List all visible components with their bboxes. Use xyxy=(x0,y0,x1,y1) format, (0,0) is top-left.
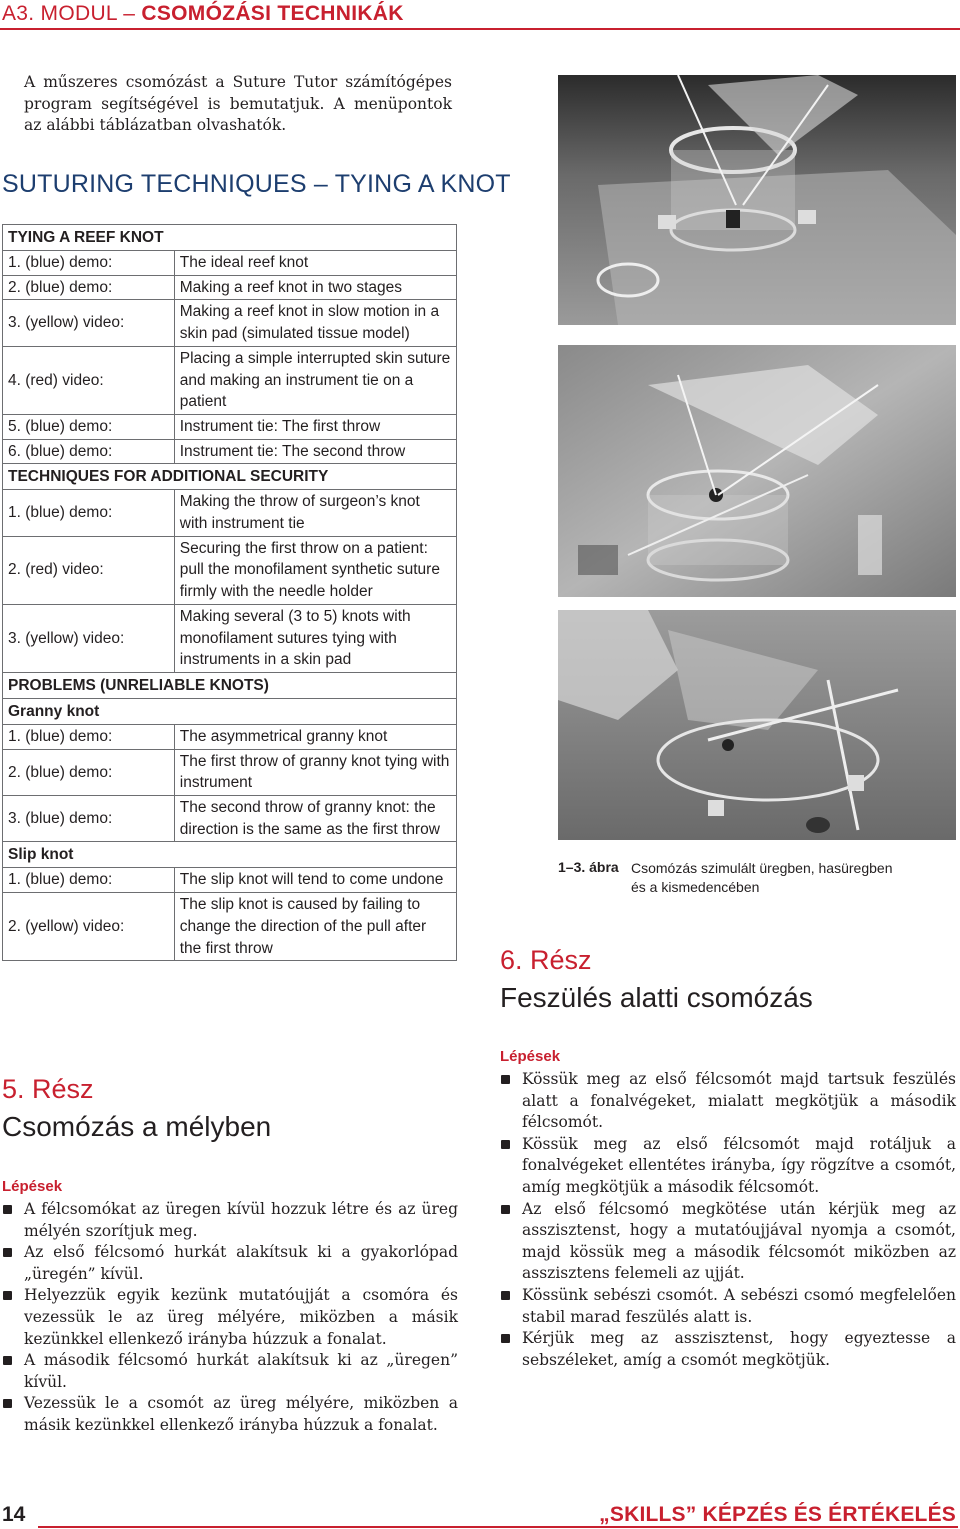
table-row xyxy=(3,346,457,414)
list-item xyxy=(500,1134,956,1199)
suture-tutor-table xyxy=(2,224,457,961)
square-bullet-icon xyxy=(3,1399,12,1408)
photo-knot-simulator-3 xyxy=(558,610,956,840)
square-bullet-icon xyxy=(501,1205,510,1214)
table-row xyxy=(3,604,457,672)
row-label: 1. (blue) demo: xyxy=(3,724,175,749)
section-title: SUTURING TECHNIQUES – TYING A KNOT xyxy=(2,170,511,198)
table-row xyxy=(3,724,457,749)
row-label: 3. (yellow) video: xyxy=(3,300,175,346)
granny-knot-header: Granny knot xyxy=(3,698,457,724)
photo-knot-simulator-1 xyxy=(558,75,956,325)
module-dash: – xyxy=(117,2,142,25)
footer-title: „SKILLS” KÉPZÉS ÉS ÉRTÉKELÉS xyxy=(599,1503,956,1526)
table-row xyxy=(3,536,457,604)
step-text: Kössük meg az első félcsomót majd rotáljuk a fonalvégeket ellentétes irányba, így rögzítve a csomót, amíg megkötjük a második félcsomót. xyxy=(522,1134,956,1196)
table-row xyxy=(3,439,457,464)
step-text: A félcsomókat az üregen kívül hozzuk létre és az üreg mélyén szorítjuk meg. xyxy=(24,1200,458,1240)
step-text: Kössük meg az első félcsomót majd tartsuk feszülés alatt a fonalvégeket, mialatt megkötjük a második félcsomót. xyxy=(522,1070,956,1132)
table-row xyxy=(3,414,457,439)
page-number: 14 xyxy=(2,1503,26,1526)
list-item xyxy=(500,1285,956,1328)
row-label: 3. (yellow) video: xyxy=(3,604,175,672)
photo-illustration xyxy=(558,345,956,597)
list-item xyxy=(2,1350,458,1393)
table-subsection-header xyxy=(3,842,457,868)
table-section-header xyxy=(3,225,457,251)
row-label: 5. (blue) demo: xyxy=(3,414,175,439)
step-text: Az első félcsomó megkötése után kérjük meg az asszisztenst, hogy a mutatóujjával nyomja a csomót, majd kössük meg a második félcsomót miközben az asszisztens felemeli az ujját. xyxy=(522,1199,956,1283)
row-description: The first throw of granny knot tying with instrument xyxy=(174,749,456,795)
part5-title: Csomózás a mélyben xyxy=(2,1111,272,1142)
problems-header: PROBLEMS (UNRELIABLE KNOTS) xyxy=(3,672,457,698)
table-row xyxy=(3,251,457,276)
module-title xyxy=(2,2,404,26)
part6-title: Feszülés alatti csomózás xyxy=(500,982,813,1013)
part5-number: 5. Rész xyxy=(2,1074,94,1104)
row-label: 6. (blue) demo: xyxy=(3,439,175,464)
step-text: Kérjük meg az asszisztenst, hogy egyeztesse a sebszéleket, amíg a csomót megkötjük. xyxy=(522,1329,956,1369)
step-text: Vezessük le a csomót az üreg mélyére, miközben a másik kezünkkel ellenkező irányba húzzuk a fonalat. xyxy=(24,1394,458,1434)
step-text: Az első félcsomó hurkát alakítsuk ki a gyakorlópad „üregén” kívül. xyxy=(24,1243,458,1283)
row-label: 2. (blue) demo: xyxy=(3,275,175,300)
table-row xyxy=(3,490,457,536)
list-item xyxy=(500,1328,956,1371)
part6-steps-list xyxy=(500,1069,956,1371)
row-label: 2. (yellow) video: xyxy=(3,893,175,961)
table-subsection-header xyxy=(3,698,457,724)
row-description: The slip knot is caused by failing to change the direction of the pull after the first throw xyxy=(174,893,456,961)
row-label: 2. (red) video: xyxy=(3,536,175,604)
photo-illustration xyxy=(558,75,956,325)
table-row xyxy=(3,893,457,961)
row-label: 1. (blue) demo: xyxy=(3,490,175,536)
step-text: Kössünk sebészi csomót. A sebészi csomó megfelelően stabil marad feszülés alatt is. xyxy=(522,1285,956,1326)
table-row xyxy=(3,868,457,893)
row-label: 4. (red) video: xyxy=(3,346,175,414)
list-item xyxy=(2,1285,458,1350)
row-description: Instrument tie: The second throw xyxy=(174,439,456,464)
table-row xyxy=(3,796,457,842)
step-text: Helyezzük egyik kezünk mutatóujját a csomóra és vezessük le az üreg mélyére, miközben a másik kezünkkel ellenkező irányba húzzuk a fonalat. xyxy=(24,1286,458,1348)
part5-steps-list xyxy=(2,1199,458,1437)
square-bullet-icon xyxy=(3,1356,12,1365)
part5-steps-label: Lépések xyxy=(2,1178,63,1195)
module-topic: CSOMÓZÁSI TECHNIKÁK xyxy=(141,2,404,25)
row-description: Instrument tie: The first throw xyxy=(174,414,456,439)
photo-illustration xyxy=(558,610,956,840)
row-description: Making a reef knot in slow motion in a skin pad (simulated tissue model) xyxy=(174,300,456,346)
row-description: The ideal reef knot xyxy=(174,251,456,276)
list-item xyxy=(2,1199,458,1242)
square-bullet-icon xyxy=(501,1334,510,1343)
row-label: 1. (blue) demo: xyxy=(3,251,175,276)
row-description: Placing a simple interrupted skin suture and making an instrument tie on a patient xyxy=(174,346,456,414)
step-text: A második félcsomó hurkát alakítsuk ki az „üregen” kívül. xyxy=(24,1351,458,1391)
page-header xyxy=(0,0,960,30)
square-bullet-icon xyxy=(501,1075,510,1084)
part6-steps-label: Lépések xyxy=(500,1048,561,1065)
part6-number: 6. Rész xyxy=(500,945,592,975)
row-label: 2. (blue) demo: xyxy=(3,749,175,795)
list-item xyxy=(2,1242,458,1285)
table-row xyxy=(3,749,457,795)
square-bullet-icon xyxy=(3,1205,12,1214)
table-row xyxy=(3,275,457,300)
table-row xyxy=(3,300,457,346)
slip-knot-header: Slip knot xyxy=(3,842,457,868)
square-bullet-icon xyxy=(501,1291,510,1300)
row-description: The asymmetrical granny knot xyxy=(174,724,456,749)
row-description: The slip knot will tend to come undone xyxy=(174,868,456,893)
row-description: Making the throw of surgeon’s knot with instrument tie xyxy=(174,490,456,536)
list-item xyxy=(500,1069,956,1134)
table-section-header xyxy=(3,464,457,490)
table-section-header xyxy=(3,672,457,698)
row-description: Making a reef knot in two stages xyxy=(174,275,456,300)
square-bullet-icon xyxy=(501,1140,510,1149)
reef-knot-header: TYING A REEF KNOT xyxy=(3,225,457,251)
module-label: A3. MODUL xyxy=(2,2,118,25)
row-label: 3. (blue) demo: xyxy=(3,796,175,842)
figure-caption: Csomózás szimulált üregben, hasüregben és a kismedencében xyxy=(631,860,893,895)
square-bullet-icon xyxy=(3,1248,12,1257)
row-description: The second throw of granny knot: the direction is the same as the first throw xyxy=(174,796,456,842)
security-header: TECHNIQUES FOR ADDITIONAL SECURITY xyxy=(3,464,457,490)
square-bullet-icon xyxy=(3,1291,12,1300)
header-rule xyxy=(0,28,960,30)
intro-paragraph: A műszeres csomózást a Suture Tutor számítógépes program segítségével is bemutatjuk. A menüpontok az alábbi táblázatban olvashatók. xyxy=(24,73,452,134)
row-description: Making several (3 to 5) knots with monofilament sutures tying with instruments in a skin pad xyxy=(174,604,456,672)
list-item xyxy=(2,1393,458,1436)
photo-knot-simulator-2 xyxy=(558,345,956,597)
list-item xyxy=(500,1199,956,1285)
figure-label: 1–3. ábra xyxy=(558,859,619,875)
row-label: 1. (blue) demo: xyxy=(3,868,175,893)
row-description: Securing the first throw on a patient: pull the monofilament synthetic suture firmly with the needle holder xyxy=(174,536,456,604)
